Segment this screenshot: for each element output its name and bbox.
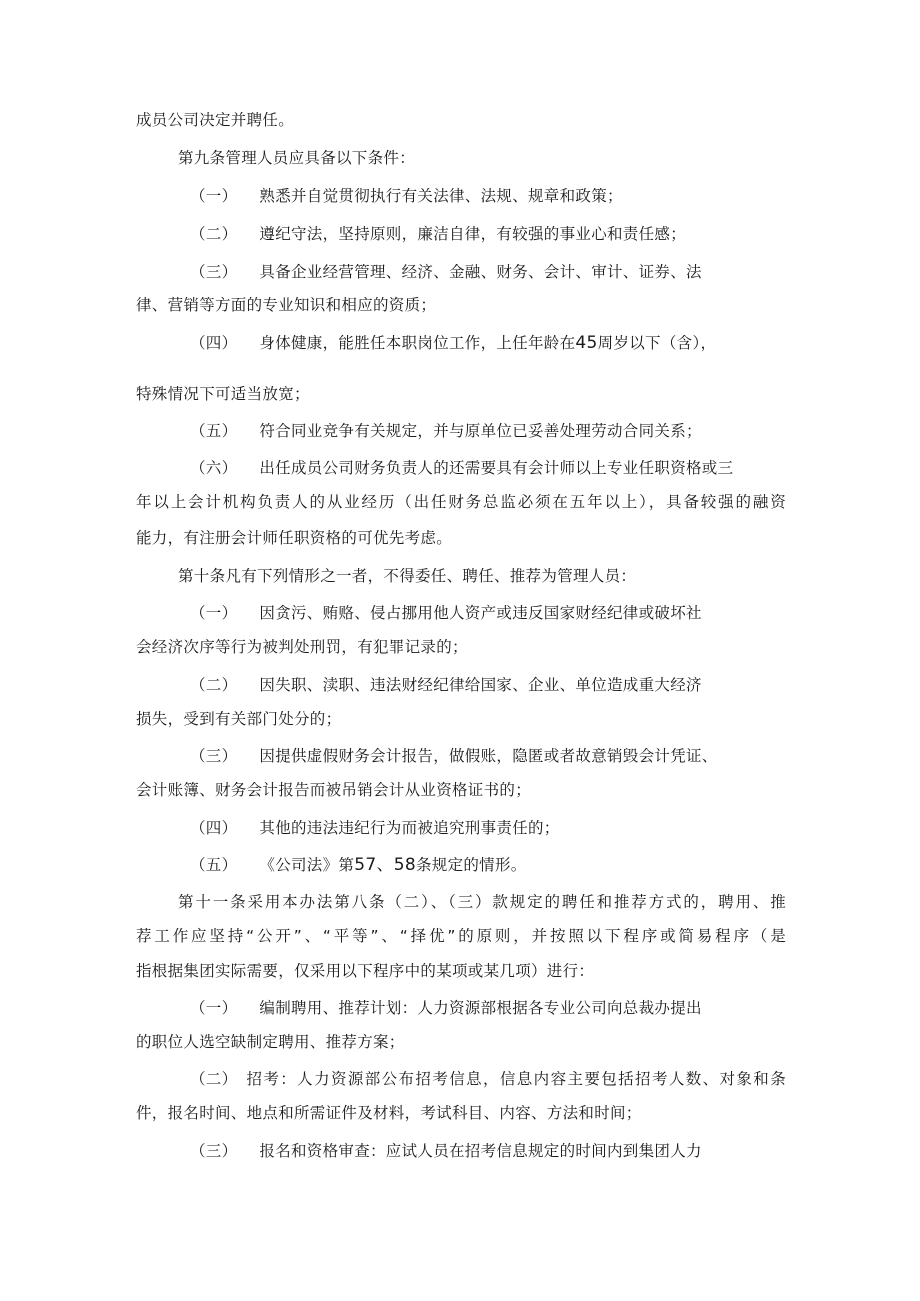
paragraph-line: 年以上会计机构负责人的从业经历（出任财务总监必须在五年以上），具备较强的融资	[136, 493, 786, 511]
list-item: （二） 因失职、渎职、违法财经纪律给国家、企业、单位造成重大经济	[190, 676, 702, 694]
list-item: （一） 编制聘用、推荐计划：人力资源部根据各专业公司向总裁办提出	[190, 999, 702, 1017]
paragraph-line: 指根据集团实际需要，仅采用以下程序中的某项或某几项）进行：	[136, 962, 595, 980]
list-item: （三） 具备企业经营管理、经济、金融、财务、会计、审计、证券、法	[190, 263, 702, 281]
paragraph-line: 会计账簿、财务会计报告而被吊销会计从业资格证书的；	[136, 781, 532, 799]
list-item: （二） 遵纪守法，坚持原则，廉洁自律，有较强的事业心和责任感；	[190, 225, 687, 243]
paragraph-line: 损失，受到有关部门处分的；	[136, 710, 342, 728]
list-item: （四） 其他的违法违纪行为而被追究刑事责任的；	[190, 819, 560, 837]
article-heading: 第十一条采用本办法第八条（二）、（三）款规定的聘任和推荐方式的，聘用、推	[178, 893, 786, 911]
list-item: （四） 身体健康，能胜任本职岗位工作，上任年龄在45周岁以下（含），	[190, 333, 717, 353]
list-item: （一） 熟悉并自觉贯彻执行有关法律、法规、规章和政策；	[190, 187, 623, 205]
paragraph-line: 特殊情况下可适当放宽；	[136, 385, 310, 403]
list-item: （五） 《公司法》第57、58条规定的情形。	[190, 855, 527, 875]
list-item: （五） 符合同业竞争有关规定，并与原单位已妥善处理劳动合同关系；	[190, 422, 702, 440]
list-item: （六） 出任成员公司财务负责人的还需要具有会计师以上专业任职资格或三	[190, 459, 734, 477]
paragraph-line: 律、营销等方面的专业知识和相应的资质；	[136, 296, 437, 314]
paragraph-line: 成员公司决定并聘任。	[136, 111, 295, 129]
paragraph-line: 件，报名时间、地点和所需证件及材料，考试科目、内容、方法和时间；	[136, 1104, 642, 1122]
paragraph-line: 能力，有注册会计师任职资格的可优先考虑。	[136, 529, 453, 547]
list-item: （三） 因提供虚假财务会计报告，做假账，隐匿或者故意销毁会计凭证、	[190, 747, 718, 765]
paragraph-line: 荐工作应坚持“公开”、“平等”、“择优”的原则，并按照以下程序或简易程序（是	[136, 927, 786, 945]
article-heading: 第十条凡有下列情形之一者，不得委任、聘任、推荐为管理人员：	[178, 567, 637, 585]
list-item: （一） 因贪污、贿赂、侵占挪用他人资产或违反国家财经纪律或破坏社	[190, 604, 702, 622]
list-item: （三） 报名和资格审查：应试人员在招考信息规定的时间内到集团人力	[190, 1142, 702, 1160]
article-heading: 第九条管理人员应具备以下条件：	[178, 149, 416, 167]
paragraph-line: 的职位人选空缺制定聘用、推荐方案；	[136, 1033, 405, 1051]
list-item: （二） 招考：人力资源部公布招考信息，信息内容主要包括招考人数、对象和条	[190, 1070, 786, 1088]
paragraph-line: 会经济次序等行为被判处刑罚，有犯罪记录的；	[136, 638, 468, 656]
